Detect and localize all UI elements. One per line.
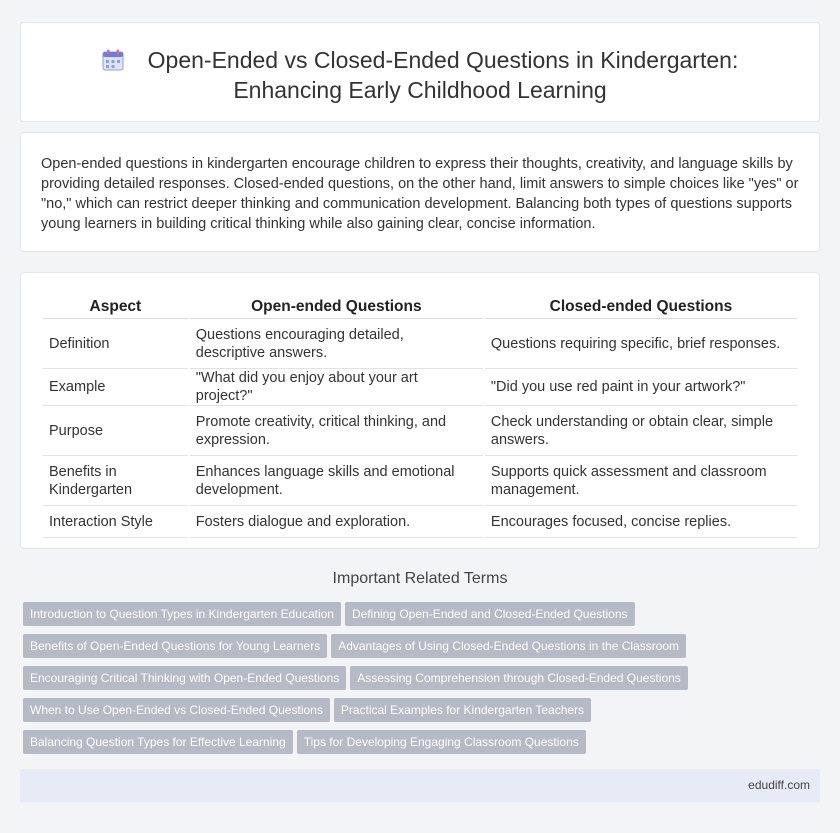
comparison-table	[41, 295, 799, 538]
related-term-tag[interactable]: Practical Examples for Kindergarten Teachers	[334, 698, 591, 722]
related-term-tag[interactable]: Introduction to Question Types in Kindergarten Education	[23, 602, 341, 626]
header-aspect: Aspect	[43, 295, 188, 319]
table-cell: Fosters dialogue and exploration.	[190, 506, 483, 538]
intro-card	[20, 132, 820, 252]
calendar-icon	[102, 48, 124, 70]
related-term-tag[interactable]: Advantages of Using Closed-Ended Questions in the Classroom	[331, 634, 686, 658]
page-title	[21, 45, 819, 105]
table-row	[43, 406, 797, 456]
table-row	[43, 506, 797, 538]
table-cell: "What did you enjoy about your art project?"	[190, 369, 483, 406]
table-cell: Supports quick assessment and classroom management.	[485, 456, 797, 506]
title-card	[20, 22, 820, 122]
table-row	[43, 369, 797, 406]
table-cell: Definition	[43, 319, 188, 369]
table-cell: Example	[43, 369, 188, 406]
table-row	[43, 319, 797, 369]
related-term-tag[interactable]: Assessing Comprehension through Closed-Ended Questions	[350, 666, 688, 690]
related-terms-list	[23, 602, 823, 762]
table-cell: Encourages focused, concise replies.	[485, 506, 797, 538]
table-cell: Benefits in Kindergarten	[43, 456, 188, 506]
related-term-tag[interactable]: Encouraging Critical Thinking with Open-Ended Questions	[23, 666, 346, 690]
related-term-tag[interactable]: Defining Open-Ended and Closed-Ended Questions	[345, 602, 635, 626]
table-cell: Purpose	[43, 406, 188, 456]
header-open-ended: Open-ended Questions	[190, 295, 483, 319]
related-term-tag[interactable]: Balancing Question Types for Effective Learning	[23, 730, 293, 754]
related-term-tag[interactable]: When to Use Open-Ended vs Closed-Ended Questions	[23, 698, 330, 722]
table-cell: Check understanding or obtain clear, simple answers.	[485, 406, 797, 456]
table-cell: Questions encouraging detailed, descriptive answers.	[190, 319, 483, 369]
table-row	[43, 456, 797, 506]
table-cell: Enhances language skills and emotional development.	[190, 456, 483, 506]
intro-paragraph: Open-ended questions in kindergarten encourage children to express their thoughts, creativity, and language skills by providing detailed responses. Closed-ended questions, on the other hand, limit answers to simple choices like "yes" or "no," which can restrict deeper thinking and communication development. Balancing both types of questions supports young learners in building critical thinking while also gaining clear, concise information.	[41, 156, 799, 232]
related-terms-heading: Important Related Terms	[332, 570, 508, 587]
related-term-tag[interactable]: Benefits of Open-Ended Questions for Young Learners	[23, 634, 327, 658]
header-closed-ended: Closed-ended Questions	[485, 295, 797, 319]
table-cell: Questions requiring specific, brief responses.	[485, 319, 797, 369]
table-cell: Interaction Style	[43, 506, 188, 538]
table-cell: "Did you use red paint in your artwork?"	[485, 369, 797, 406]
title-line-2: Enhancing Early Childhood Learning	[233, 77, 607, 103]
footer	[20, 769, 820, 802]
related-term-tag[interactable]: Tips for Developing Engaging Classroom Questions	[297, 730, 586, 754]
table-cell: Promote creativity, critical thinking, and expression.	[190, 406, 483, 456]
footer-site-link[interactable]: edudiff.com	[748, 778, 810, 792]
title-line-1: Open-Ended vs Closed-Ended Questions in Kindergarten:	[147, 47, 739, 73]
table-header-row	[43, 295, 797, 319]
comparison-card	[20, 272, 820, 549]
